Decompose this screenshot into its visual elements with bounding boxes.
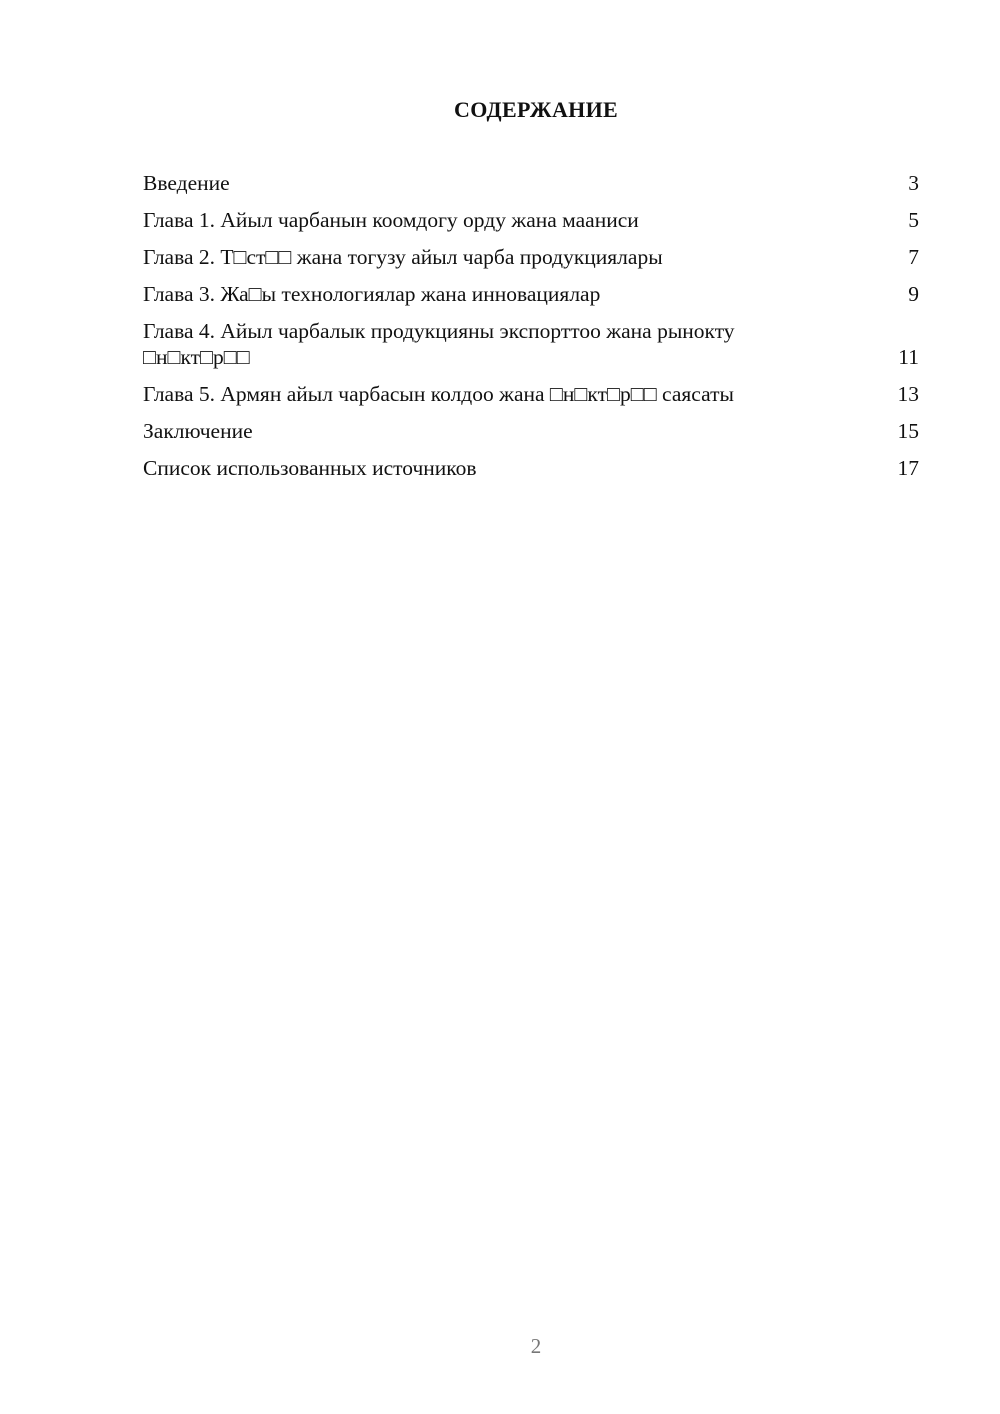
table-of-contents [143,170,919,492]
toc-entry-page: 3 [908,171,919,195]
toc-entry-label: Глава 4. Айыл чарбалык продукцияны экспорттоо жана рынокту □н□кт□р□□ [143,319,735,369]
toc-entry-chapter-3 [143,281,919,307]
toc-entry-conclusion [143,418,919,444]
toc-entry-chapter-1 [143,207,919,233]
toc-entry-label: Глава 3. Жа□ы технологиялар жана инновациялар [143,282,601,306]
page-title: СОДЕРЖАНИЕ [454,97,618,122]
toc-entry-page: 15 [897,419,919,443]
toc-entry-label: Список использованных источников [143,456,477,480]
toc-entry-label: Введение [143,171,230,195]
page-number: 2 [530,1334,542,1358]
toc-entry-label: Глава 1. Айыл чарбанын коомдогу орду жана мааниси [143,208,639,232]
toc-entry-label: Глава 5. Армян айыл чарбасын колдоо жана □н□кт□р□□ саясаты [143,382,734,406]
toc-entry-chapter-2 [143,244,919,270]
toc-entry-introduction [143,170,919,196]
toc-entry-chapter-5 [143,381,919,407]
toc-entry-references [143,455,919,481]
toc-entry-chapter-4 [143,318,919,370]
toc-entry-page: 5 [908,208,919,232]
toc-entry-label: Глава 2. Т□ст□□ жана тогузу айыл чарба продукциялары [143,245,663,269]
toc-entry-label: Заключение [143,419,253,443]
toc-entry-page: 17 [897,456,919,480]
toc-entry-page: 13 [897,382,919,406]
toc-entry-page: 9 [908,282,919,306]
toc-entry-page: 7 [908,245,919,269]
toc-entry-page: 11 [898,345,919,369]
